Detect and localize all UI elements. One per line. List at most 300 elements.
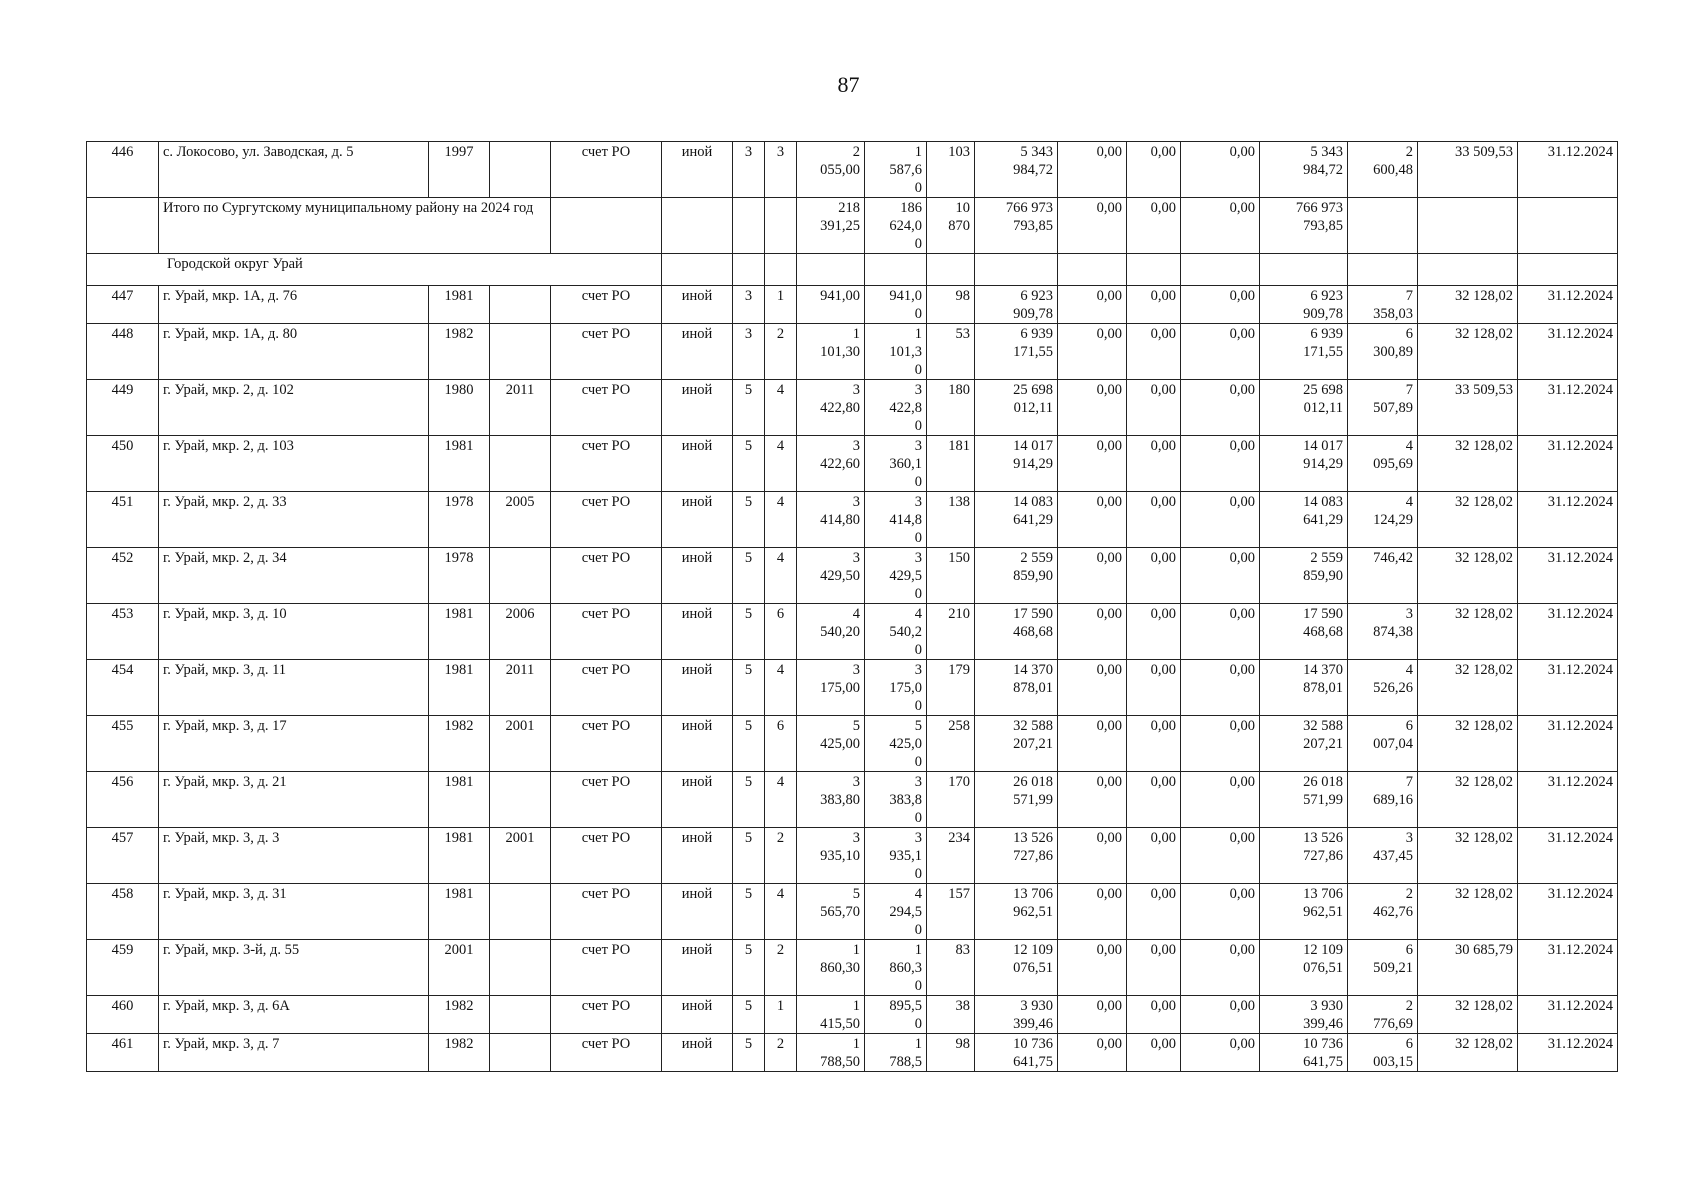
residents-cell: 210: [927, 604, 975, 660]
area-total-cell: 5 425,00: [797, 716, 865, 772]
cost-total-cell: 13 706 962,51: [975, 884, 1058, 940]
residents-cell: 98: [927, 1034, 975, 1072]
owners-cell: 32 588 207,21: [1260, 716, 1348, 772]
area-living-cell: 895,5 0: [865, 996, 927, 1034]
area-total-cell: 1 415,50: [797, 996, 865, 1034]
unit-cost-cell: [1348, 198, 1418, 254]
address-cell: г. Урай, мкр. 3, д. 11: [159, 660, 429, 716]
wall-type-cell: иной: [662, 436, 733, 492]
unit-cost-cell: 2 462,76: [1348, 884, 1418, 940]
area-living-cell: 941,0 0: [865, 286, 927, 324]
deadline-cell: [1518, 198, 1618, 254]
fund-1-cell: 0,00: [1058, 142, 1127, 198]
limit-cost-cell: 32 128,02: [1418, 828, 1518, 884]
fund-cell: счет РО: [551, 142, 662, 198]
cost-total-cell: 14 083 641,29: [975, 492, 1058, 548]
row-number: 446: [87, 142, 159, 198]
unit-cost-cell: 2 776,69: [1348, 996, 1418, 1034]
cost-total-cell: 6 923 909,78: [975, 286, 1058, 324]
fund-1-cell: 0,00: [1058, 604, 1127, 660]
year-repair-cell: [490, 436, 551, 492]
year-built-cell: 1982: [429, 324, 490, 380]
residents-cell: 83: [927, 940, 975, 996]
year-built-cell: 1981: [429, 604, 490, 660]
year-repair-cell: [490, 940, 551, 996]
area-living-cell: 3 383,8 0: [865, 772, 927, 828]
year-repair-cell: [490, 772, 551, 828]
limit-cost-cell: 32 128,02: [1418, 436, 1518, 492]
cost-total-cell: 766 973 793,85: [975, 198, 1058, 254]
unit-cost-cell: 6 509,21: [1348, 940, 1418, 996]
year-built-cell: 1982: [429, 1034, 490, 1072]
unit-cost-cell: 6 300,89: [1348, 324, 1418, 380]
entrances-cell: 2: [765, 940, 797, 996]
limit-cost-cell: 32 128,02: [1418, 716, 1518, 772]
residents-cell: 157: [927, 884, 975, 940]
residents-cell: 181: [927, 436, 975, 492]
fund-1-cell: 0,00: [1058, 996, 1127, 1034]
fund-cell: счет РО: [551, 380, 662, 436]
table-row: [87, 716, 1618, 772]
entrances-cell: 4: [765, 772, 797, 828]
floors-cell: 5: [733, 996, 765, 1034]
fund-3-cell: 0,00: [1181, 828, 1260, 884]
fund-2-cell: 0,00: [1127, 436, 1181, 492]
residents-cell: 150: [927, 548, 975, 604]
owners-cell: 14 017 914,29: [1260, 436, 1348, 492]
wall-type-cell: иной: [662, 660, 733, 716]
area-total-cell: 3 429,50: [797, 548, 865, 604]
year-built-cell: 1981: [429, 884, 490, 940]
year-built-cell: 1981: [429, 660, 490, 716]
area-living-cell: 186 624,0 0: [865, 198, 927, 254]
owners-cell: 3 930 399,46: [1260, 996, 1348, 1034]
wall-type-cell: иной: [662, 324, 733, 380]
unit-cost-cell: 7 689,16: [1348, 772, 1418, 828]
page-number: 87: [837, 72, 860, 97]
address-cell: с. Локосово, ул. Заводская, д. 5: [159, 142, 429, 198]
cost-total-cell: 3 930 399,46: [975, 996, 1058, 1034]
fund-cell: счет РО: [551, 660, 662, 716]
limit-cost-cell: 33 509,53: [1418, 380, 1518, 436]
wall-type-cell: иной: [662, 380, 733, 436]
table-row: [87, 828, 1618, 884]
total-label: Итого по Сургутскому муниципальному району на 2024 год: [159, 198, 551, 254]
fund-1-cell: 0,00: [1058, 772, 1127, 828]
fund-2-cell: 0,00: [1127, 940, 1181, 996]
cost-total-cell: 6 939 171,55: [975, 324, 1058, 380]
year-repair-cell: [490, 548, 551, 604]
address-cell: г. Урай, мкр. 3, д. 21: [159, 772, 429, 828]
area-living-cell: 1 788,5: [865, 1034, 927, 1072]
fund-2-cell: 0,00: [1127, 772, 1181, 828]
table-row: [87, 996, 1618, 1034]
year-repair-cell: [490, 286, 551, 324]
area-total-cell: 1 860,30: [797, 940, 865, 996]
table-row: [87, 380, 1618, 436]
area-total-cell: 3 422,60: [797, 436, 865, 492]
limit-cost-cell: 32 128,02: [1418, 286, 1518, 324]
total-row: [87, 198, 1618, 254]
deadline-cell: 31.12.2024: [1518, 1034, 1618, 1072]
deadline-cell: 31.12.2024: [1518, 380, 1618, 436]
residents-cell: 38: [927, 996, 975, 1034]
fund-cell: счет РО: [551, 996, 662, 1034]
wall-type-cell: иной: [662, 940, 733, 996]
empty-cell: [765, 254, 797, 286]
deadline-cell: 31.12.2024: [1518, 142, 1618, 198]
owners-cell: 766 973 793,85: [1260, 198, 1348, 254]
fund-3-cell: 0,00: [1181, 286, 1260, 324]
row-number: 454: [87, 660, 159, 716]
area-living-cell: 3 429,5 0: [865, 548, 927, 604]
deadline-cell: 31.12.2024: [1518, 996, 1618, 1034]
year-built-cell: 1981: [429, 436, 490, 492]
limit-cost-cell: 32 128,02: [1418, 548, 1518, 604]
fund-1-cell: 0,00: [1058, 198, 1127, 254]
cost-total-cell: 13 526 727,86: [975, 828, 1058, 884]
unit-cost-cell: 6 003,15: [1348, 1034, 1418, 1072]
deadline-cell: 31.12.2024: [1518, 716, 1618, 772]
row-number: 458: [87, 884, 159, 940]
fund-3-cell: 0,00: [1181, 142, 1260, 198]
unit-cost-cell: 4 095,69: [1348, 436, 1418, 492]
row-number: 461: [87, 1034, 159, 1072]
address-cell: г. Урай, мкр. 2, д. 103: [159, 436, 429, 492]
deadline-cell: 31.12.2024: [1518, 940, 1618, 996]
entrances-cell: 4: [765, 436, 797, 492]
fund-2-cell: 0,00: [1127, 142, 1181, 198]
residents-cell: 10 870: [927, 198, 975, 254]
limit-cost-cell: 30 685,79: [1418, 940, 1518, 996]
year-built-cell: 1978: [429, 548, 490, 604]
floors-cell: 3: [733, 324, 765, 380]
year-built-cell: 1981: [429, 828, 490, 884]
wall-type-cell: иной: [662, 492, 733, 548]
area-living-cell: 3 175,0 0: [865, 660, 927, 716]
wall-type-cell: [662, 198, 733, 254]
fund-2-cell: 0,00: [1127, 548, 1181, 604]
fund-2-cell: 0,00: [1127, 660, 1181, 716]
entrances-cell: 1: [765, 286, 797, 324]
year-repair-cell: [490, 324, 551, 380]
fund-3-cell: 0,00: [1181, 380, 1260, 436]
floors-cell: 5: [733, 492, 765, 548]
deadline-cell: 31.12.2024: [1518, 492, 1618, 548]
entrances-cell: 3: [765, 142, 797, 198]
fund-2-cell: 0,00: [1127, 716, 1181, 772]
row-number: 459: [87, 940, 159, 996]
entrances-cell: 1: [765, 996, 797, 1034]
residents-cell: 53: [927, 324, 975, 380]
area-living-cell: 4 294,5 0: [865, 884, 927, 940]
row-number: 452: [87, 548, 159, 604]
row-number: 448: [87, 324, 159, 380]
row-number: 449: [87, 380, 159, 436]
table-row: [87, 492, 1618, 548]
year-repair-cell: 2011: [490, 660, 551, 716]
row-number: 451: [87, 492, 159, 548]
owners-cell: 25 698 012,11: [1260, 380, 1348, 436]
empty-cell: [1260, 254, 1348, 286]
fund-cell: счет РО: [551, 940, 662, 996]
year-repair-cell: 2005: [490, 492, 551, 548]
fund-3-cell: 0,00: [1181, 198, 1260, 254]
address-cell: г. Урай, мкр. 3-й, д. 55: [159, 940, 429, 996]
empty-cell: [865, 254, 927, 286]
address-cell: г. Урай, мкр. 2, д. 34: [159, 548, 429, 604]
fund-2-cell: 0,00: [1127, 492, 1181, 548]
floors-cell: 5: [733, 884, 765, 940]
year-built-cell: 1982: [429, 996, 490, 1034]
year-repair-cell: [490, 996, 551, 1034]
floors-cell: 5: [733, 660, 765, 716]
deadline-cell: 31.12.2024: [1518, 286, 1618, 324]
area-total-cell: 4 540,20: [797, 604, 865, 660]
empty-cell: [1181, 254, 1260, 286]
floors-cell: 5: [733, 828, 765, 884]
empty-cell: [1518, 254, 1618, 286]
section-row: [87, 254, 1618, 286]
floors-cell: 3: [733, 286, 765, 324]
area-living-cell: 1 587,6 0: [865, 142, 927, 198]
residents-cell: 258: [927, 716, 975, 772]
row-number: 455: [87, 716, 159, 772]
limit-cost-cell: 32 128,02: [1418, 492, 1518, 548]
entrances-cell: [765, 198, 797, 254]
floors-cell: [733, 198, 765, 254]
limit-cost-cell: 32 128,02: [1418, 660, 1518, 716]
empty-cell: [797, 254, 865, 286]
year-built-cell: 1978: [429, 492, 490, 548]
address-cell: г. Урай, мкр. 3, д. 17: [159, 716, 429, 772]
table-row: [87, 548, 1618, 604]
floors-cell: 5: [733, 940, 765, 996]
fund-3-cell: 0,00: [1181, 548, 1260, 604]
row-number: 450: [87, 436, 159, 492]
empty-cell: [927, 254, 975, 286]
fund-cell: счет РО: [551, 492, 662, 548]
address-cell: г. Урай, мкр. 3, д. 6А: [159, 996, 429, 1034]
floors-cell: 5: [733, 380, 765, 436]
entrances-cell: 4: [765, 548, 797, 604]
unit-cost-cell: 746,42: [1348, 548, 1418, 604]
floors-cell: 5: [733, 772, 765, 828]
deadline-cell: 31.12.2024: [1518, 660, 1618, 716]
fund-2-cell: 0,00: [1127, 996, 1181, 1034]
wall-type-cell: иной: [662, 548, 733, 604]
fund-2-cell: 0,00: [1127, 324, 1181, 380]
area-living-cell: 1 860,3 0: [865, 940, 927, 996]
empty-cell: [733, 254, 765, 286]
floors-cell: 5: [733, 436, 765, 492]
section-title: Городской округ Урай: [87, 254, 662, 286]
row-number: [87, 198, 159, 254]
limit-cost-cell: 32 128,02: [1418, 772, 1518, 828]
table-row: [87, 660, 1618, 716]
year-built-cell: 1982: [429, 716, 490, 772]
area-total-cell: 941,00: [797, 286, 865, 324]
address-cell: г. Урай, мкр. 3, д. 31: [159, 884, 429, 940]
wall-type-cell: иной: [662, 996, 733, 1034]
deadline-cell: 31.12.2024: [1518, 324, 1618, 380]
entrances-cell: 4: [765, 660, 797, 716]
wall-type-cell: иной: [662, 142, 733, 198]
address-cell: г. Урай, мкр. 3, д. 7: [159, 1034, 429, 1072]
cost-total-cell: 17 590 468,68: [975, 604, 1058, 660]
fund-1-cell: 0,00: [1058, 1034, 1127, 1072]
floors-cell: 5: [733, 548, 765, 604]
area-total-cell: 218 391,25: [797, 198, 865, 254]
fund-1-cell: 0,00: [1058, 940, 1127, 996]
fund-3-cell: 0,00: [1181, 492, 1260, 548]
owners-cell: 17 590 468,68: [1260, 604, 1348, 660]
year-built-cell: 1980: [429, 380, 490, 436]
year-built-cell: 1997: [429, 142, 490, 198]
table-row: [87, 884, 1618, 940]
owners-cell: 5 343 984,72: [1260, 142, 1348, 198]
wall-type-cell: иной: [662, 1034, 733, 1072]
area-total-cell: 3 414,80: [797, 492, 865, 548]
wall-type-cell: иной: [662, 884, 733, 940]
fund-cell: счет РО: [551, 436, 662, 492]
deadline-cell: 31.12.2024: [1518, 604, 1618, 660]
year-repair-cell: 2011: [490, 380, 551, 436]
fund-1-cell: 0,00: [1058, 828, 1127, 884]
table-row: [87, 604, 1618, 660]
unit-cost-cell: 7 507,89: [1348, 380, 1418, 436]
area-living-cell: 5 425,0 0: [865, 716, 927, 772]
limit-cost-cell: 32 128,02: [1418, 324, 1518, 380]
capital-repair-table: [86, 141, 1618, 1072]
area-total-cell: 1 101,30: [797, 324, 865, 380]
area-living-cell: 3 414,8 0: [865, 492, 927, 548]
empty-cell: [1418, 254, 1518, 286]
fund-cell: счет РО: [551, 884, 662, 940]
row-number: 457: [87, 828, 159, 884]
owners-cell: 14 370 878,01: [1260, 660, 1348, 716]
wall-type-cell: иной: [662, 828, 733, 884]
area-living-cell: 3 360,1 0: [865, 436, 927, 492]
fund-2-cell: 0,00: [1127, 1034, 1181, 1072]
entrances-cell: 2: [765, 324, 797, 380]
fund-3-cell: 0,00: [1181, 660, 1260, 716]
row-number: 456: [87, 772, 159, 828]
fund-cell: счет РО: [551, 324, 662, 380]
unit-cost-cell: 2 600,48: [1348, 142, 1418, 198]
fund-2-cell: 0,00: [1127, 198, 1181, 254]
entrances-cell: 2: [765, 828, 797, 884]
fund-3-cell: 0,00: [1181, 604, 1260, 660]
cost-total-cell: 2 559 859,90: [975, 548, 1058, 604]
fund-2-cell: 0,00: [1127, 380, 1181, 436]
wall-type-cell: иной: [662, 772, 733, 828]
area-total-cell: 3 935,10: [797, 828, 865, 884]
fund-3-cell: 0,00: [1181, 884, 1260, 940]
residents-cell: 179: [927, 660, 975, 716]
limit-cost-cell: 32 128,02: [1418, 996, 1518, 1034]
area-total-cell: 3 422,80: [797, 380, 865, 436]
owners-cell: 6 939 171,55: [1260, 324, 1348, 380]
unit-cost-cell: 3 437,45: [1348, 828, 1418, 884]
fund-cell: счет РО: [551, 286, 662, 324]
deadline-cell: 31.12.2024: [1518, 548, 1618, 604]
year-repair-cell: [490, 884, 551, 940]
area-living-cell: 1 101,3 0: [865, 324, 927, 380]
area-total-cell: 2 055,00: [797, 142, 865, 198]
residents-cell: 98: [927, 286, 975, 324]
limit-cost-cell: 32 128,02: [1418, 884, 1518, 940]
floors-cell: 5: [733, 604, 765, 660]
year-built-cell: 1981: [429, 772, 490, 828]
fund-2-cell: 0,00: [1127, 604, 1181, 660]
residents-cell: 234: [927, 828, 975, 884]
row-number: 447: [87, 286, 159, 324]
unit-cost-cell: 6 007,04: [1348, 716, 1418, 772]
year-repair-cell: [490, 1034, 551, 1072]
wall-type-cell: иной: [662, 716, 733, 772]
fund-1-cell: 0,00: [1058, 324, 1127, 380]
limit-cost-cell: 32 128,02: [1418, 1034, 1518, 1072]
cost-total-cell: 32 588 207,21: [975, 716, 1058, 772]
owners-cell: 14 083 641,29: [1260, 492, 1348, 548]
area-living-cell: 4 540,2 0: [865, 604, 927, 660]
address-cell: г. Урай, мкр. 2, д. 33: [159, 492, 429, 548]
fund-1-cell: 0,00: [1058, 436, 1127, 492]
fund-1-cell: 0,00: [1058, 380, 1127, 436]
empty-cell: [1127, 254, 1181, 286]
residents-cell: 170: [927, 772, 975, 828]
empty-cell: [975, 254, 1058, 286]
entrances-cell: 4: [765, 380, 797, 436]
fund-1-cell: 0,00: [1058, 884, 1127, 940]
deadline-cell: 31.12.2024: [1518, 436, 1618, 492]
address-cell: г. Урай, мкр. 2, д. 102: [159, 380, 429, 436]
residents-cell: 180: [927, 380, 975, 436]
fund-3-cell: 0,00: [1181, 996, 1260, 1034]
cost-total-cell: 25 698 012,11: [975, 380, 1058, 436]
fund-3-cell: 0,00: [1181, 716, 1260, 772]
table-row: [87, 324, 1618, 380]
fund-2-cell: 0,00: [1127, 828, 1181, 884]
limit-cost-cell: 33 509,53: [1418, 142, 1518, 198]
area-living-cell: 3 935,1 0: [865, 828, 927, 884]
cost-total-cell: 26 018 571,99: [975, 772, 1058, 828]
table-row: [87, 1034, 1618, 1072]
fund-1-cell: 0,00: [1058, 716, 1127, 772]
unit-cost-cell: 4 124,29: [1348, 492, 1418, 548]
cost-total-cell: 14 017 914,29: [975, 436, 1058, 492]
fund-3-cell: 0,00: [1181, 1034, 1260, 1072]
row-number: 453: [87, 604, 159, 660]
year-built-cell: 2001: [429, 940, 490, 996]
fund-1-cell: 0,00: [1058, 660, 1127, 716]
unit-cost-cell: 3 874,38: [1348, 604, 1418, 660]
table-row: [87, 142, 1618, 198]
empty-cell: [662, 254, 733, 286]
area-total-cell: 3 383,80: [797, 772, 865, 828]
area-total-cell: 5 565,70: [797, 884, 865, 940]
deadline-cell: 31.12.2024: [1518, 884, 1618, 940]
empty-cell: [1058, 254, 1127, 286]
year-repair-cell: 2001: [490, 828, 551, 884]
address-cell: г. Урай, мкр. 1А, д. 76: [159, 286, 429, 324]
unit-cost-cell: 7 358,03: [1348, 286, 1418, 324]
fund-1-cell: 0,00: [1058, 548, 1127, 604]
fund-3-cell: 0,00: [1181, 940, 1260, 996]
cost-total-cell: 5 343 984,72: [975, 142, 1058, 198]
year-repair-cell: 2006: [490, 604, 551, 660]
